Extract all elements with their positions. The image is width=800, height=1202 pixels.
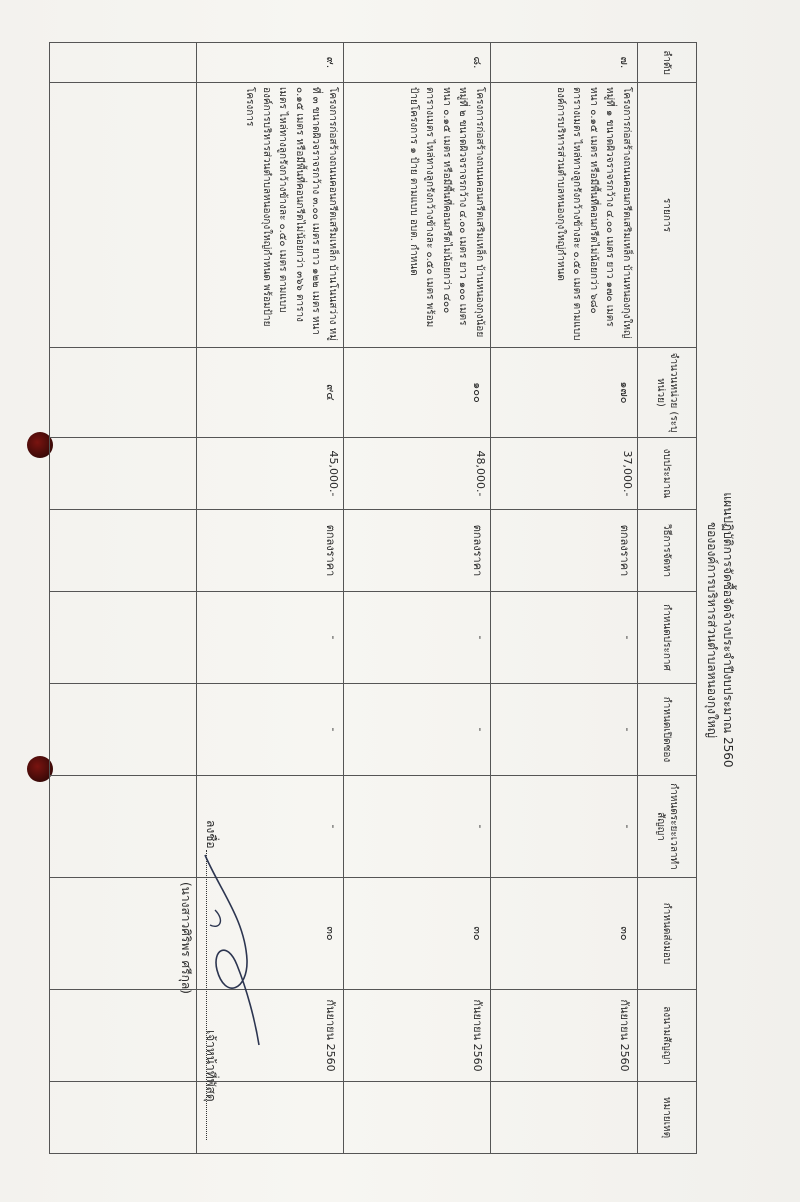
cell-item: โครงการก่อสร้างถนนคอนกรีตเสริมเหล็ก บ้านหนองกุงน้อย หมู่ที่ ๒ ขนาดผิวจราจรกว้าง ๔.๐๐ เมตร ยาว ๑๐๐ เมตร หนา ๐.๑๕ เมตร หรือมีพื้นที่คอนกรีตไม่น้อยกว่า ๔๐๐ ตารางเมตร ไหล่ทางลูกรังกว้างข้างละ ๐.๕๐ เมตร พร้อมป้ายโครงการ ๑ ป้าย ตามแบบ อบต. กำหนด	[344, 83, 491, 348]
header-method: วิธีการจัดหา	[638, 510, 697, 592]
cell-no: ๘.	[344, 43, 491, 83]
table-row	[50, 43, 197, 1154]
header-sign: ลงนามสัญญา	[638, 990, 697, 1082]
header-qty: จำนวนหน่วย (ระบุหน่วย)	[638, 348, 697, 438]
cell-budget: 48,000.-	[344, 438, 491, 510]
cell-budget: 45,000.-	[197, 438, 344, 510]
cell-delivery: ๓๐	[197, 878, 344, 990]
cell-announce: -	[197, 592, 344, 684]
cell-note	[344, 1082, 491, 1154]
cell-announce: -	[491, 592, 638, 684]
cell-item	[50, 83, 197, 348]
cell-method	[50, 510, 197, 592]
header-open: กำหนดเปิดซอง	[638, 684, 697, 776]
cell-open: -	[344, 684, 491, 776]
signature-position: เจ้าหน้าที่พัสดุ	[204, 1030, 218, 1102]
cell-qty: ๑๗๐	[491, 348, 638, 438]
cell-announce: -	[344, 592, 491, 684]
cell-delivery	[50, 878, 197, 990]
cell-days: -	[344, 776, 491, 878]
signature-label: ลงชื่อ	[204, 820, 218, 849]
cell-days: -	[197, 776, 344, 878]
table-row	[491, 43, 638, 1154]
table-header-row	[638, 43, 697, 1154]
cell-delivery: ๓๐	[491, 878, 638, 990]
cell-method: ตกลงราคา	[197, 510, 344, 592]
cell-delivery: ๓๐	[344, 878, 491, 990]
cell-open: -	[491, 684, 638, 776]
header-days: กำหนดระยะเวลาทำสัญญา	[638, 776, 697, 878]
cell-qty	[50, 348, 197, 438]
cell-item: โครงการก่อสร้างถนนคอนกรีตเสริมเหล็ก บ้านหนองกุงใหญ่ หมู่ที่ ๑ ขนาดผิวจราจรกว้าง ๔.๐๐ เมตร ยาว ๑๗๐ เมตร หนา ๐.๑๕ เมตร หรือมีพื้นที่คอนกรีตไม่น้อยกว่า ๖๘๐ ตารางเมตร ไหล่ทางลูกรังกว้างข้างละ ๐.๕๐ เมตร ตามแบบองค์การบริหารส่วนตำบลหนองกุงใหญ่กำหนด	[491, 83, 638, 348]
header-budget: งบประมาณ	[638, 438, 697, 510]
rotated-document	[179, 30, 785, 1139]
cell-open: -	[197, 684, 344, 776]
cell-no: ๙.	[197, 43, 344, 83]
cell-sign: กันยายน 2560	[197, 990, 344, 1082]
header-announce: กำหนดประกาศ	[638, 592, 697, 684]
procurement-table	[49, 42, 697, 1154]
header-no: ลำดับ	[638, 43, 697, 83]
cell-note	[50, 1082, 197, 1154]
cell-qty: ๑๐๐	[344, 348, 491, 438]
header-note: หมายเหตุ	[638, 1082, 697, 1154]
cell-method: ตกลงราคา	[491, 510, 638, 592]
cell-open	[50, 684, 197, 776]
cell-budget	[50, 438, 197, 510]
cell-days: -	[491, 776, 638, 878]
cell-no: ๗.	[491, 43, 638, 83]
cell-sign	[50, 990, 197, 1082]
header-item: รายการ	[638, 83, 697, 348]
signature-name: (นางสาวศิริพร ศรีกุล)	[179, 882, 193, 994]
cell-note	[491, 1082, 638, 1154]
cell-budget: 37,000.-	[491, 438, 638, 510]
handwritten-signature	[195, 850, 265, 1050]
cell-no	[50, 43, 197, 83]
cell-sign: กันยายน 2560	[344, 990, 491, 1082]
document-title-line1: แผนปฏิบัติการจัดซื้อจัดจ้างประจำปีงบประมาณ 2560	[721, 492, 735, 768]
cell-sign: กันยายน 2560	[491, 990, 638, 1082]
cell-announce	[50, 592, 197, 684]
cell-qty: ๙๔	[197, 348, 344, 438]
cell-item: โครงการก่อสร้างถนนคอนกรีตเสริมเหล็ก บ้านโนนสว่าง หมู่ที่ ๓ ขนาดผิวจราจรกว้าง ๓.๐๐ เมตร ยาว ๑๒๒ เมตร หนา ๐.๑๕ เมตร หรือมีพื้นที่คอนกรีตไม่น้อยกว่า ๓๖๖ ตารางเมตร ไหล่ทางลูกรังกว้างข้างละ ๐.๕๐ เมตร ตามแบบองค์การบริหารส่วนตำบลหนองกุงใหญ่กำหนด พร้อมป้ายโครงการ	[197, 83, 344, 348]
cell-days	[50, 776, 197, 878]
document-title-line2: ขององค์การบริหารส่วนตำบลหนองกุงใหญ่	[705, 521, 719, 739]
cell-method: ตกลงราคา	[344, 510, 491, 592]
header-delivery: กำหนดส่งมอบ	[638, 878, 697, 990]
table-row	[344, 43, 491, 1154]
